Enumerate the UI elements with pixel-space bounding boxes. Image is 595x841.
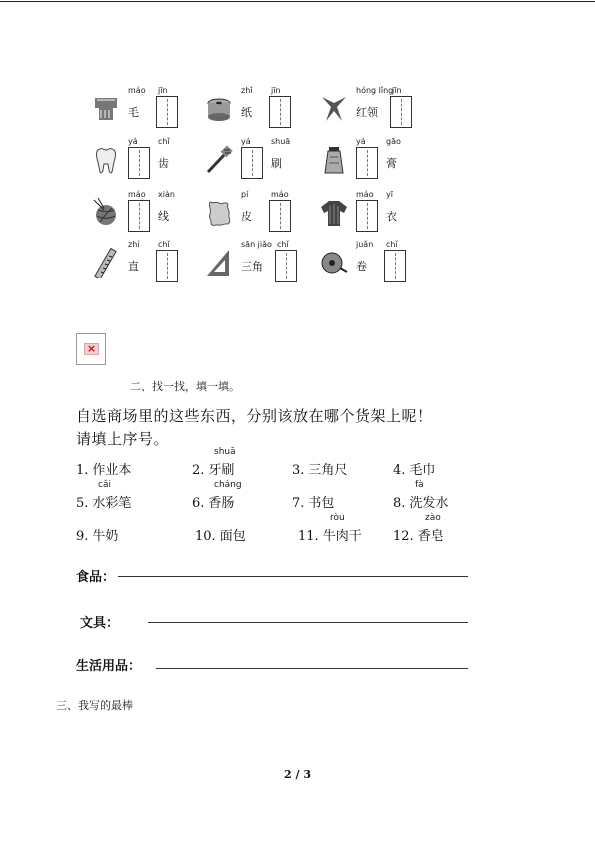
item-2 — [192, 459, 234, 478]
item-number: 2. — [192, 463, 205, 478]
item-number: 11. — [298, 529, 319, 544]
item-pinyin: cháng — [214, 480, 242, 490]
pinyin-label: chǐ — [386, 240, 398, 249]
item-4 — [393, 459, 435, 478]
writing-box[interactable] — [269, 200, 291, 232]
answer-line-daily-goods[interactable] — [156, 668, 468, 669]
item-5 — [76, 492, 131, 511]
character-label: 衣 — [386, 210, 397, 223]
writing-box[interactable] — [156, 250, 178, 282]
pinyin-label: máo — [356, 190, 374, 199]
pinyin-label: chǐ — [158, 240, 170, 249]
item-text: 毛巾 — [409, 463, 436, 478]
character-label: 毛 — [128, 106, 139, 119]
answer-line-food[interactable] — [118, 576, 468, 577]
grid-cell — [320, 137, 450, 187]
writing-box[interactable] — [128, 147, 150, 179]
tape-measure-icon — [320, 248, 348, 278]
item-number: 10. — [195, 529, 216, 544]
item-9 — [76, 525, 118, 544]
item-number: 6. — [192, 496, 205, 511]
item-number: 5. — [76, 496, 89, 511]
item-text: 香肠 — [208, 496, 235, 511]
toothbrush-icon — [205, 145, 233, 175]
item-number: 3. — [292, 463, 305, 478]
grid-cell — [320, 86, 450, 136]
item-pinyin: fà — [415, 480, 424, 490]
section3-heading: 三、我写的最棒 — [56, 699, 133, 712]
pinyin-label: yī — [386, 190, 393, 199]
pinyin-label: jīn — [392, 86, 402, 95]
pinyin-label: sān jiǎo — [241, 240, 272, 249]
writing-box[interactable] — [390, 96, 412, 128]
character-label: 皮 — [241, 210, 252, 223]
item-text: 牙刷 — [208, 463, 235, 478]
question-line-2: 请填上序号。 — [76, 430, 170, 448]
item-text: 牛奶 — [92, 529, 119, 544]
section2-heading: 二、找一找，填一填。 — [130, 380, 240, 393]
character-label: 纸 — [241, 106, 252, 119]
writing-box[interactable] — [356, 147, 378, 179]
page-number: 2 / 3 — [284, 768, 311, 781]
category-stationery: 文具： — [80, 616, 120, 631]
item-text: 洗发水 — [409, 496, 449, 511]
pinyin-label: yá — [356, 137, 366, 146]
pinyin-label: chǐ — [277, 240, 289, 249]
question-line-1: 自选商场里的这些东西，分别该放在哪个货架上呢！ — [76, 407, 433, 425]
pinyin-label: yá — [128, 137, 138, 146]
item-text: 作业本 — [92, 463, 132, 478]
pinyin-label: xiàn — [158, 190, 175, 199]
item-pinyin: ròu — [330, 513, 345, 523]
character-label: 线 — [158, 210, 169, 223]
sweater-icon — [320, 198, 348, 228]
item-8 — [393, 492, 448, 511]
writing-box[interactable] — [156, 96, 178, 128]
item-number: 8. — [393, 496, 406, 511]
item-number: 4. — [393, 463, 406, 478]
character-label: 红领 — [356, 106, 378, 119]
character-label: 齿 — [158, 157, 169, 170]
paper-roll-icon — [205, 94, 233, 124]
leather-hide-icon — [205, 198, 233, 228]
item-number: 12. — [393, 529, 414, 544]
ruler-icon — [92, 248, 120, 278]
item-number: 9. — [76, 529, 89, 544]
writing-box[interactable] — [128, 200, 150, 232]
category-daily-goods: 生活用品： — [76, 659, 142, 674]
item-1 — [76, 459, 131, 478]
grid-cell — [92, 190, 222, 240]
grid-cell — [92, 240, 222, 290]
pinyin-label: jīn — [158, 86, 168, 95]
item-7 — [292, 492, 334, 511]
item-11 — [298, 525, 362, 544]
tooth-icon — [92, 145, 120, 175]
grid-cell — [320, 190, 450, 240]
pinyin-label: hóng lǐng — [356, 86, 394, 95]
yarn-ball-icon — [92, 198, 120, 228]
item-text: 香皂 — [417, 529, 444, 544]
item-text: 三角尺 — [308, 463, 348, 478]
pinyin-label: pí — [241, 190, 249, 199]
pinyin-label: máo — [271, 190, 289, 199]
character-label: 卷 — [356, 260, 367, 273]
grid-cell — [320, 240, 450, 290]
item-10 — [195, 525, 246, 544]
answer-line-stationery[interactable] — [148, 622, 468, 623]
grid-cell — [92, 86, 222, 136]
item-number: 7. — [292, 496, 305, 511]
character-label: 直 — [128, 260, 139, 273]
item-3 — [292, 459, 347, 478]
item-pinyin: cǎi — [98, 480, 111, 490]
item-text: 水彩笔 — [92, 496, 132, 511]
pinyin-label: juǎn — [356, 240, 374, 249]
writing-box[interactable] — [384, 250, 406, 282]
pinyin-label: yá — [241, 137, 251, 146]
necktie-icon — [320, 94, 348, 124]
grid-cell — [205, 190, 335, 240]
pinyin-label: gāo — [386, 137, 401, 146]
item-number: 1. — [76, 463, 89, 478]
top-border — [0, 1, 595, 2]
scarf-icon — [92, 94, 120, 124]
item-text: 书包 — [308, 496, 335, 511]
character-label: 膏 — [386, 157, 397, 170]
grid-cell — [205, 240, 335, 290]
pinyin-label: máo — [128, 190, 146, 199]
grid-cell — [92, 137, 222, 187]
pinyin-label: zhí — [128, 240, 140, 249]
item-pinyin: shuā — [214, 447, 236, 457]
writing-box[interactable] — [356, 200, 378, 232]
item-6 — [192, 492, 234, 511]
character-label: 刷 — [271, 157, 282, 170]
pinyin-label: shuā — [271, 137, 291, 146]
grid-cell — [205, 137, 335, 187]
pinyin-label: zhǐ — [241, 86, 253, 95]
grid-cell — [205, 86, 335, 136]
character-label: 三角 — [241, 260, 263, 273]
item-12 — [393, 525, 444, 544]
item-pinyin: zào — [425, 513, 441, 523]
pinyin-label: máo — [128, 86, 146, 95]
set-square-icon — [205, 248, 233, 278]
toothpaste-icon — [320, 145, 348, 175]
category-food: 食品： — [76, 570, 116, 585]
pinyin-label: jīn — [271, 86, 281, 95]
writing-box[interactable] — [275, 250, 297, 282]
broken-image-placeholder — [76, 333, 106, 365]
writing-box[interactable] — [241, 147, 263, 179]
item-text: 牛肉干 — [322, 529, 362, 544]
writing-box[interactable] — [269, 96, 291, 128]
item-text: 面包 — [219, 529, 246, 544]
broken-image-icon: × — [84, 343, 99, 355]
pinyin-label: chǐ — [158, 137, 170, 146]
